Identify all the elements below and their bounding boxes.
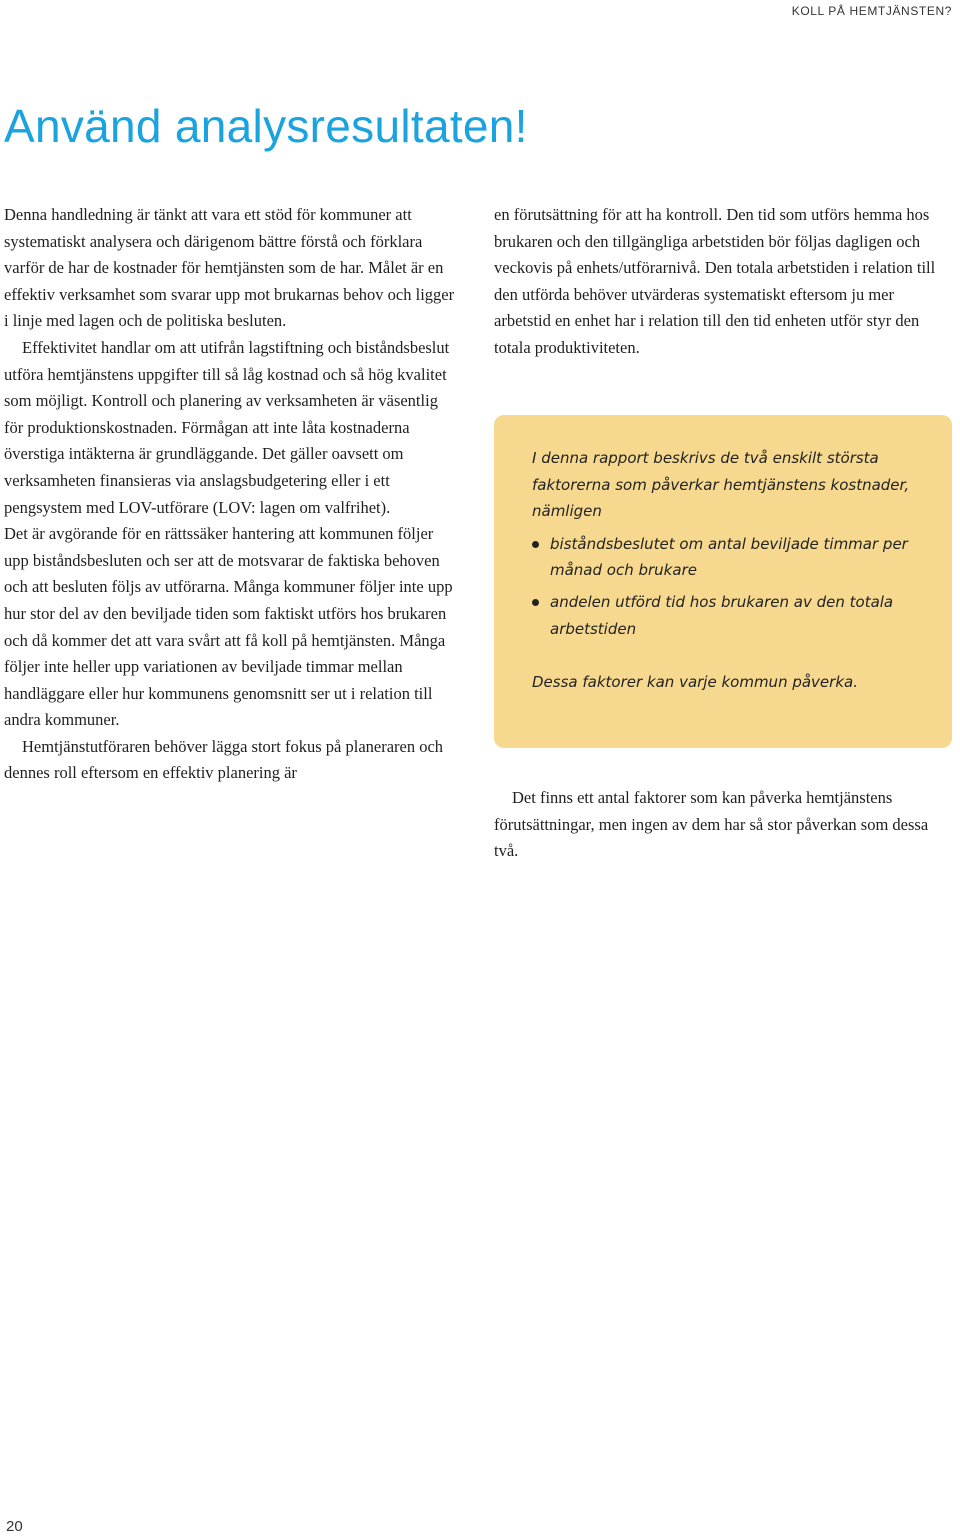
fact-box-intro: I denna rapport beskrivs de två enskilt största faktorerna som påverkar hemtjänstens kostnader, nämligen [532, 449, 910, 521]
bullet-dot-icon [532, 541, 539, 548]
page-title: Använd analysresultaten! [4, 100, 528, 152]
body-paragraph-continued: en förutsättning för att ha kontroll. Den tid som utförs hemma hos brukaren och den tillgängliga arbetstiden bör följas dagligen och veckovis på enhets/utförarnivå. Den totala arbetstiden i relation till den utförda behöver utvärderas systematiskt eftersom ju mer arbetstid en enhet har i relation till den tid enheten utför styr den totala produktiviteten. [494, 205, 936, 357]
fact-box-bullet [532, 531, 922, 584]
body-paragraph: Hemtjänstutföraren behöver lägga stort fokus på planeraren och dennes roll eftersom en effektiv planering är [4, 736, 444, 783]
body-paragraph: Det är avgörande för en rättssäker hantering att kommunen följer upp biståndsbesluten och ser att de motsvarar de faktiska behoven och att besluten följs av utförarna. Många kommuner följer inte upp hur stor del av den beviljade tiden som faktiskt utförs hos brukaren och då kommer det att vara svårt att få koll på hemtjänsten. Många följer inte heller upp variationen av beviljade timmar mellan handläggare eller hur kommunens genomsnitt ser ut i relation till andra kommuner. [4, 524, 453, 730]
page-number: 20 [6, 1518, 23, 1535]
running-header: KOLL PÅ HEMTJÄNSTEN? [791, 4, 952, 18]
bullet-text: biståndsbeslutet om antal beviljade timmar per månad och brukare [550, 534, 908, 580]
left-column [4, 202, 460, 787]
right-column [494, 202, 952, 362]
body-paragraph: Effektivitet handlar om att utifrån lagstiftning och biståndsbeslut utföra hemtjänstens uppgifter till så låg kostnad och så hög kvalitet som möjligt. Kontroll och planering av verksamheten är väsentlig för produktionskostnaden. Förmågan att inte låta kostnaderna överstiga intäkterna är grundläggande. Det gäller oavsett om verksamheten finansieras via anslagsbudgetering eller i ett pengsystem med LOV-utförare (LOV: lagen om valfrihet). [4, 337, 450, 517]
body-paragraph: Det finns ett antal faktorer som kan påverka hemtjänstens förutsättningar, men ingen av dem har så stor påverkan som dessa två. [494, 788, 929, 861]
fact-box-closing: Dessa faktorer kan varje kommun påverka. [532, 673, 858, 692]
bullet-text: andelen utförd tid hos brukaren av den totala arbetstiden [550, 592, 894, 638]
fact-box [494, 415, 952, 748]
bullet-dot-icon [532, 599, 539, 606]
body-paragraph: Denna handledning är tänkt att vara ett stöd för kommuner att systematiskt analysera och därigenom bättre förstå och förklara varför de har de kostnader för hemtjänsten som de har. Målet är en effektiv verksamhet som svarar upp mot brukarnas behov och ligger i linje med lagen och de politiska besluten. [4, 205, 455, 331]
fact-box-list [532, 531, 922, 642]
fact-box-bullet [532, 589, 922, 642]
